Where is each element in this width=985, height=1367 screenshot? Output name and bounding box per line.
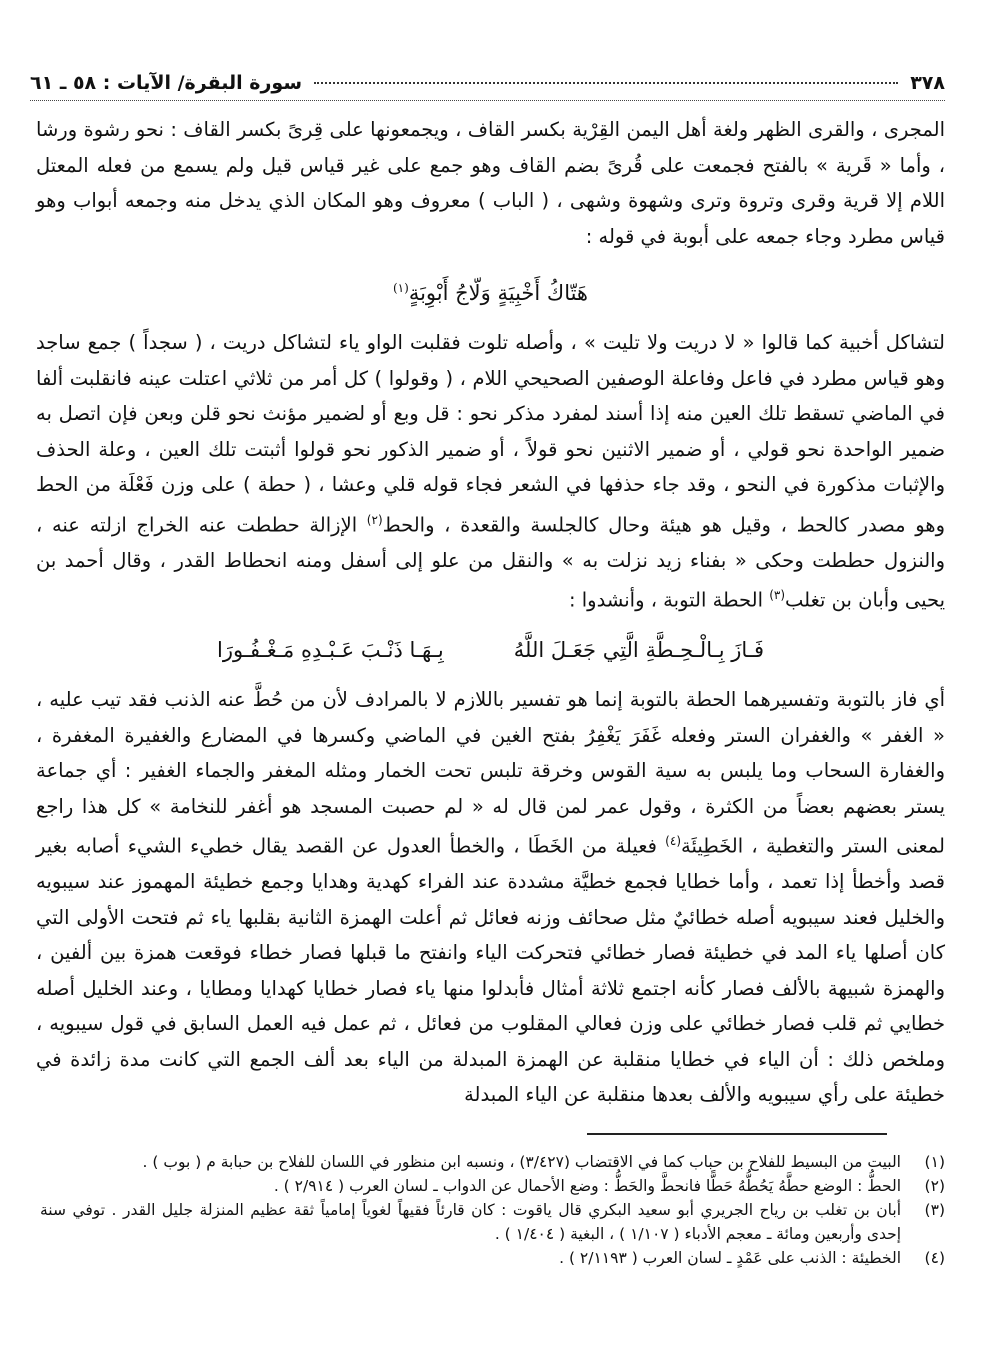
footnote-item [40,1198,945,1246]
footnote-number: (١) [924,1153,945,1171]
footnote-item [40,1174,945,1198]
footnotes [40,1150,945,1270]
footnote-ref-1[interactable]: (١) [392,281,409,295]
footnote-number: (٣) [924,1201,945,1219]
running-title: سورة البقرة/ الآيات : ٥٨ ـ ٦١ [30,72,303,94]
paragraph-1: المجرى ، والقرى الظهر ولغة أهل اليمن القِرْية بكسر القاف ، ويجمعونها على قِرىً بكسر القاف : نحو رشوة ورشا ، وأما « قَرية » بالفتح فجمعت على قُرىً بضم القاف وهو جمع على غير قياس قيل ولم يسمع من فعله المعتل اللام إلا قرية وقرى وتروة وترى وشهوة وشهى ، ( الباب ) معروف وهو المكان الذي يدخل منه وجمعه أبواب وهو قياس مطرد وجاء جمعه على أبوبة في قوله : [36,118,945,248]
paragraph-2 [36,325,945,618]
paragraph-2-part-b: الإزالة حططت عنه الخراج ازلته عنه ، والنزول حططت وحكى « بفناء زيد نزلت به » والنقل من علو إلى أسفل ومنه انحطاط القدر ، وقال أحمد بن يحيى وأبان بن تغلب [36,513,945,612]
verse-2-second-hemistich: بِـهَـا ذَنْـبَ عَـبْـدِهِ مَـغْـفُـورَا [217,638,444,662]
footnote-separator [587,1133,887,1135]
footnote-text: البيت من البسيط للفلاح بن حباب كما في الاقتضاب (٣/٤٢٧) ، ونسبه ابن منظور في اللسان للفلاح بن حبابة م ( بوب ) . [142,1153,901,1171]
paragraph-2-part-c: الحطة التوبة ، وأنشدوا : [569,588,770,612]
verse-2 [36,630,945,670]
footnote-ref-4[interactable]: (٤) [665,834,681,848]
paragraph-3 [36,682,945,1113]
footnote-ref-2[interactable]: (٢) [366,512,383,527]
footnote-text: الحطُّ : الوضع حطَّهُ يَحُطُّهُ حَطًّا فانحطَّ والحَطُّ : وضع الأحمال عن الدواب ـ لسان العرب ( ٢/٩١٤ ) . [273,1177,901,1195]
paragraph-2-part-a: لتشاكل أخبية كما قالوا « لا دريت ولا تليت » ، وأصله تلوت فقلبت الواو ياء لتشاكل دريت ، ( سجداً ) جمع ساجد وهو قياس مطرد في فاعل وفاعلة الوصفين الصحيحي اللام ، ( وقولوا ) كل أمر من ثلاثي اعتلت عينه فانقلبت ألفا في الماضي تسقط تلك العين منه إذا أسند لمفرد مذكر نحو : قل وبع أو لضمير مؤنث نحو قلن وبعن فإن اتصل به ضمير الواحدة نحو قولي ، أو ضمير الاثنين نحو قولاً ، أو ضمير الذكور نحو قولوا أثبتت تلك العين ، وعلة الحذف والإثبات مذكورة في النحو ، وقد جاء حذفها في الشعر فجاء قوله قلي وعشا ، ( حطة ) على وزن فَعْلَة من الحط وهو مصدر كالحط ، وقيل هو هيئة وحال كالجلسة والقعدة ، والحط [36,331,945,536]
paragraph-3-part-a: أي فاز بالتوبة وتفسيرهما الحطة بالتوبة إنما هو تفسير باللازم لا بالمرادف لأن من حُطَّ عنه الذنب فقد تيب عليه ، « الغفر » والغفران الستر وفعله غَفَرَ يَغْفِرُ بفتح الغين في الماضي وكسرها في المضارع والغفيرة المغفرة ، والغفارة السحاب وما يلبس به سية القوس وخرقة تلبس تحت الخمار ومثله المغفر والجماء الغفير : أي جماعة يستر بعضهم بعضاً من الكثرة ، وقول عمر لمن قال له « لم حصبت المسجد هو أغفر للنخامة » كل هذا راجع لمعنى الستر والتغطية ، الخَطِيئَة [36,688,945,858]
footnote-number: (٤) [924,1249,945,1267]
page-header [30,66,945,101]
footnote-ref-3[interactable]: (٣) [769,588,786,602]
footnote-item [40,1150,945,1174]
verse-1-text: هَتّاكُ أَخْبِيَةٍ وَلّاجُ أَبْوِبَةٍ [408,281,589,305]
main-text [36,112,945,1113]
footnote-text: أبان بن تغلب بن رياح الجريري أبو سعيد البكري قال ياقوت : كان قارئاً فقيهاً لغوياً إمامياً ثقة عظيم المنزلة جليل القدر . توفي سنة إحدى وأربعين ومائة ـ معجم الأدباء ( ١/١٠٧ ) ، البغية ( ١/٤٠٤ ) . [40,1201,901,1243]
paragraph-3-part-b: فعيلة من الخَطَا ، والخطأ العدول عن القصد يقال خطيء الشيء أصابه بغير قصد وأخطأ إذا تعمد ، وأما خطايا فجمع خطيَّة مشددة عند الفراء كهدية وهدايا وجمع خطيئة المهموز عند سيبويه والخليل فعند سيبويه أصله خطائيٌ مثل صحائف وزنه فعائل ثم أعلت الهمزة الثانية بقلبها ياء ثم فتحت الأولى التي كان أصلها ياء المد في خطيئة فصار خطائي فتحركت الياء وانفتح ما قبلها فصار خطاء فوقعت همزة بين ألفين ، والهمزة شبيهة بالألف فصار كأنه اجتمع ثلاثة أمثال فأبدلوا منها ياء فصار خطايا كهدايا ومطايا ، وعند الخليل أصله خطايي ثم قلب فصار خطائي على وزن فعالي المقلوب من فعائل ، ثم عمل فيه العمل السابق في قول سيبويه ، وملخص ذلك : أن الياء في خطايا منقلبة عن الهمزة المبدلة من الياء بعد ألف الجمع التي كانت مدة زائدة في خطيئة على رأي سيبويه والألف بعدها منقلبة عن الياء المبدلة [36,834,945,1106]
header-dot-leader [314,82,898,84]
verse-2-first-hemistich: فَـازَ بِـالْـحِـطَّةِ الَّتِي جَعَـلَ اللَّهُ [513,638,764,662]
footnote-item [40,1246,945,1270]
footnote-number: (٢) [924,1177,945,1195]
verse-1 [36,268,945,313]
footnote-text: الخطيئة : الذنب على عَمْدٍ ـ لسان العرب ( ٢/١١٩٣ ) . [559,1249,901,1267]
page-number: ٣٧٨ [910,72,945,94]
